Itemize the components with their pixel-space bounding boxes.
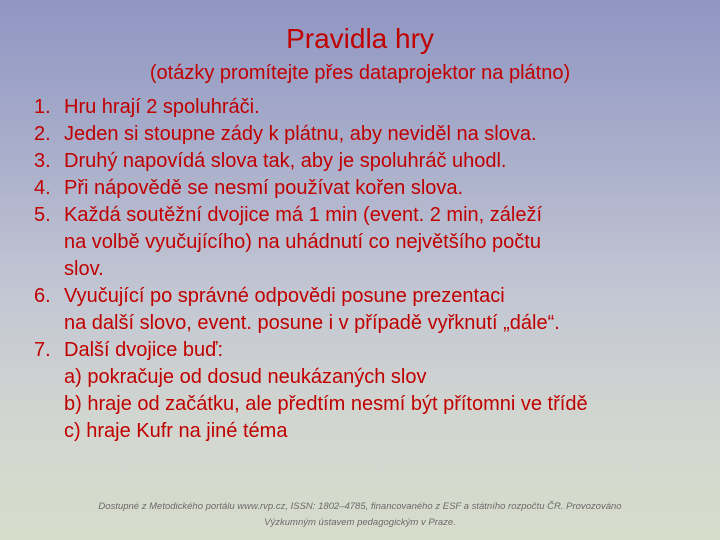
rule-line: Jeden si stoupne zády k plátnu, aby neviděl na slova. (64, 123, 537, 145)
rule-item (34, 121, 710, 148)
slide-subtitle: (otázky promítejte přes dataprojektor na plátno) (149, 62, 571, 84)
rule-line: Další dvojice buď: (64, 339, 224, 361)
slide-title: Pravidla hry (286, 23, 434, 54)
rule-subitem: b) hraje od začátku, ale předtím nesmí být přítomni ve třídě (64, 393, 588, 415)
rule-line: Vyučující po správné odpovědi posune prezentaci (64, 285, 505, 307)
rule-subitem: c) hraje Kufr na jiné téma (64, 420, 288, 442)
rule-item (34, 283, 710, 337)
rule-line: Každá soutěžní dvojice má 1 min (event. 2 min, záleží (64, 204, 543, 226)
rule-line: slov. (64, 258, 104, 280)
rule-line: Při nápovědě se nesmí používat kořen slova. (64, 177, 464, 199)
rules-list (34, 94, 710, 445)
rule-subitem: a) pokračuje od dosud neukázaných slov (64, 366, 427, 388)
rule-number: 6. (34, 285, 51, 307)
rule-number: 2. (34, 123, 51, 145)
rule-line: Druhý napovídá slova tak, aby je spoluhráč uhodl. (64, 150, 507, 172)
rule-item (34, 148, 710, 175)
rule-text (64, 121, 710, 148)
rule-text (64, 202, 710, 283)
rule-item (34, 337, 710, 445)
rule-number: 1. (34, 96, 51, 118)
rule-line: Hru hrají 2 spoluhráči. (64, 96, 260, 118)
rule-text (64, 283, 710, 337)
rule-text (64, 148, 710, 175)
rule-text (64, 94, 710, 121)
rule-number: 5. (34, 204, 51, 226)
rule-text (64, 175, 710, 202)
footer-line: Dostupné z Metodického portálu www.rvp.cz, ISSN: 1802–4785, financovaného z ESF a státního rozpočtu ČR. Provozováno (98, 501, 622, 512)
footer-credits (40, 499, 680, 531)
footer-line: Výzkumným ústavem pedagogickým v Praze. (264, 517, 456, 528)
rule-text (64, 337, 710, 445)
rule-line: na další slovo, event. posune i v případě vyřknutí „dále“. (64, 312, 560, 334)
rule-item (34, 175, 710, 202)
rule-line: na volbě vyučujícího) na uhádnutí co největšího počtu (64, 231, 541, 253)
rule-number: 4. (34, 177, 51, 199)
rule-item (34, 202, 710, 283)
rule-item (34, 94, 710, 121)
rule-number: 7. (34, 339, 51, 361)
rule-number: 3. (34, 150, 51, 172)
